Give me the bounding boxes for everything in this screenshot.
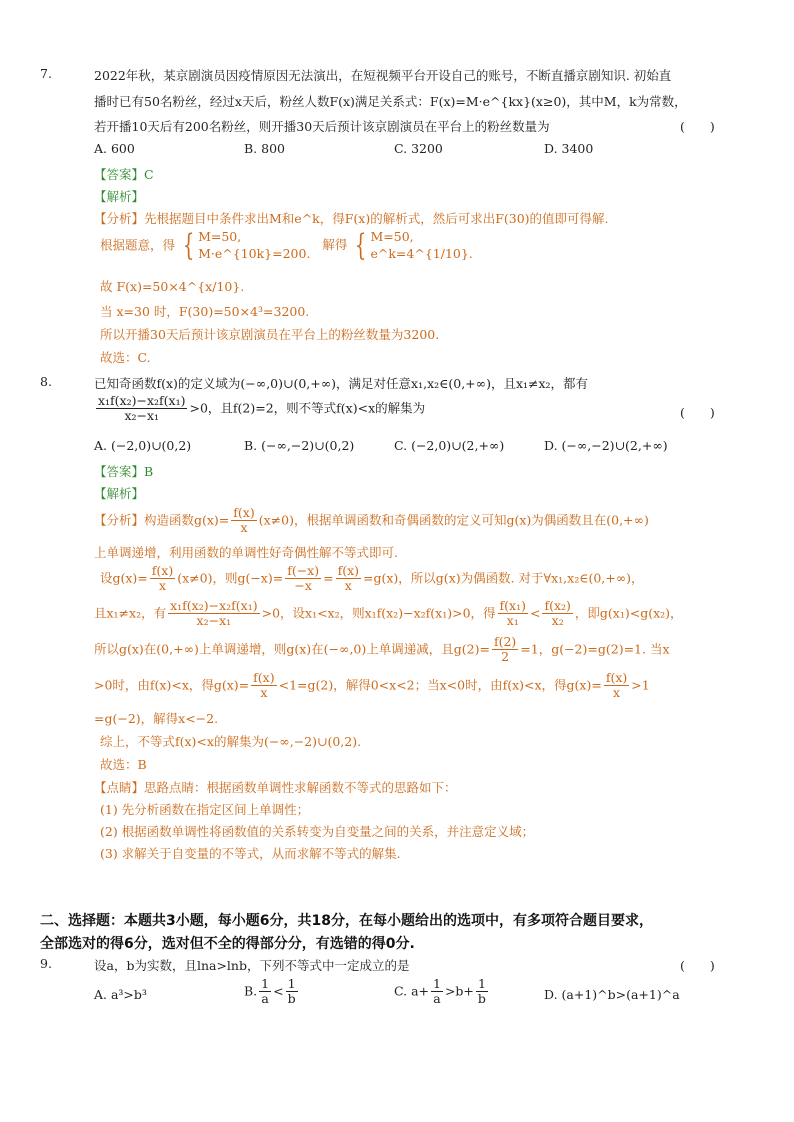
q8-proof-line2: 且x₁≠x₂，有 $\frac{\text{x₁f(x₂)−x₂f(x₁)}}{\text{x₂−x₁}}$ >0，设x₁<x₂，则x₁f(x₂)−x₂f(x₁)>0，得 $\frac{\text{f(x₁)}}{\text{x₁}}$ < $\frac{\text{f(x₂)}}{\text{x₂}}$ ，即g(x₁)<g(x₂)，	[94, 598, 683, 629]
q8-tip-3: (3) 求解关于自变量的不等式，从而求解不等式的解集.	[100, 846, 401, 861]
q7-step-formula: 故 F(x)=50×4^{x/10}.	[100, 279, 245, 294]
q7-system-eq4: e^k=4^{1/10}.	[370, 245, 473, 261]
section-heading-line1: 二、选择题：本题共3小题，每小题6分，共18分，在每小题给出的选项中，有多项符合题目要求，	[40, 913, 653, 929]
q8-tip-2: (2) 根据函数单调性将函数值的关系转变为自变量之间的关系，并注意定义域；	[100, 824, 535, 839]
q9-option-b: B. $\frac{1}{a}$ < $\frac{1}{b}$	[244, 976, 296, 1007]
q8-text-line2	[94, 394, 425, 424]
q9-number: 9.	[40, 956, 52, 971]
q7-number: 7.	[40, 66, 52, 81]
q7-solution-system	[100, 229, 473, 263]
q9-option-a: A. a³>b³	[94, 987, 147, 1002]
q7-jiexi-label: 【解析】	[94, 189, 145, 204]
q7-answer: 【答案】C	[94, 167, 154, 182]
q8-jiexi-label: 【解析】	[94, 486, 145, 501]
q8-option-c: C. (−2,0)∪(2,+∞)	[394, 438, 505, 453]
brace-icon: {	[182, 227, 195, 263]
q7-option-b: B. 800	[244, 141, 285, 156]
q8-condition-fraction: $\frac{\text{x₁f(x₂)−x₂f(x₁)}}{\text{x₂−x₁}}$	[98, 393, 186, 424]
q8-answer-paren: ( )	[680, 405, 715, 420]
q8-option-a: A. (−2,0)∪(0,2)	[94, 438, 192, 453]
q7-option-a: A. 600	[94, 141, 135, 156]
q7-text-line1: 2022年秋，某京剧演员因疫情原因无法演出，在短视频平台开设自己的账号，不断直播京剧知识. 初始直	[94, 68, 672, 83]
q7-text-line3: 若开播10天后有200名粉丝，则开播30天后预计该京剧演员在平台上的粉丝数量为	[94, 119, 550, 134]
section-heading-line2: 全部选对的得6分，选对但不全的得部分分，有选错的得0分.	[40, 936, 415, 952]
q9-option-c: C. a+ $\frac{1}{a}$ >b+ $\frac{1}{b}$	[394, 976, 486, 1007]
q7-system-right	[370, 229, 472, 263]
q7-step-choice: 故选：C.	[100, 350, 151, 365]
q8-proof-line4: >0时，由f(x)<x，得g(x)= $\frac{f(x)}{x}$ <1=g(2)，解得0<x<2；当x<0时，由f(x)<x，得g(x)= $\frac{f(x)}{x}$ >1	[94, 670, 650, 701]
q8-analysis-cont: 上单调递增，利用函数的单调性好奇偶性解不等式即可.	[94, 545, 398, 560]
q8-text-line1: 已知奇函数f(x)的定义域为(−∞,0)∪(0,+∞)，满足对任意x₁,x₂∈(0,+∞)，且x₁≠x₂，都有	[94, 376, 589, 391]
q7-option-d: D. 3400	[544, 141, 594, 156]
q8-answer: 【答案】B	[94, 464, 154, 479]
q7-system-solve: 解得	[322, 237, 348, 253]
q8-tip-1: (1) 先分析函数在指定区间上单调性；	[100, 802, 310, 817]
q8-analysis: 【分析】构造函数g(x)= $\frac{f(x)}{x}$ (x≠0)，根据单调函数和奇偶函数的定义可知g(x)为偶函数且在(0,+∞)	[94, 505, 649, 536]
q9-text: 设a，b为实数，且lna>lnb，下列不等式中一定成立的是	[94, 958, 410, 973]
q8-proof-line3: 所以g(x)在(0,+∞)上单调递增，则g(x)在(−∞,0)上单调递减，且g(2)= $\frac{f(2)}{2}$ =1，g(−2)=g(2)=1. 当x	[94, 634, 670, 665]
q8-option-b: B. (−∞,−2)∪(0,2)	[244, 438, 355, 453]
q7-step-conclusion: 所以开播30天后预计该京剧演员在平台上的粉丝数量为3200.	[100, 327, 440, 342]
q8-number: 8.	[40, 374, 52, 389]
q8-proof-line5: =g(−2)，解得x<−2.	[94, 711, 219, 726]
q7-system-eq3: M=50,	[370, 229, 414, 244]
q7-system-eq1: M=50,	[198, 229, 242, 244]
q8-proof-line1: 设g(x)= $\frac{f(x)}{x}$ (x≠0)，则g(−x)= $\frac{f(-x)}{-x}$ = $\frac{f(x)}{x}$ =g(x)，所以g(x)为偶函数. 对于∀x₁,x₂∈(0,+∞)，	[100, 563, 644, 594]
q8-option-d: D. (−∞,−2)∪(2,+∞)	[544, 438, 668, 453]
q7-system-eq2: M·e^{10k}=200.	[198, 245, 311, 261]
q8-gx-fraction: $\frac{f(x)}{x}$	[233, 505, 255, 536]
q8-condition-tail: >0，且f(2)=2，则不等式f(x)<x的解集为	[189, 400, 426, 416]
q8-summary: 综上，不等式f(x)<x的解集为(−∞,−2)∪(0,2).	[100, 734, 362, 749]
q7-answer-paren: ( )	[680, 119, 715, 134]
q9-answer-paren: ( )	[680, 958, 715, 973]
q7-option-c: C. 3200	[394, 141, 443, 156]
q7-system-left	[198, 229, 310, 263]
q7-system-prefix: 根据题意，得	[100, 237, 176, 253]
q8-choice: 故选：B	[100, 757, 147, 772]
q9-option-d: D. (a+1)^b>(a+1)^a	[544, 987, 680, 1002]
brace-icon: {	[355, 227, 367, 263]
q7-step-value: 当 x=30 时，F(30)=50×4³=3200.	[100, 304, 310, 319]
q8-tip-title: 【点睛】思路点睛：根据函数单调性求解函数不等式的思路如下：	[94, 780, 457, 795]
q7-analysis: 【分析】先根据题目中条件求出M和e^k，得F(x)的解析式，然后可求出F(30)的值即可得解.	[94, 211, 609, 226]
q7-text-line2: 播时已有50名粉丝，经过x天后，粉丝人数F(x)满足关系式：F(x)=M·e^{kx}(x≥0)，其中M，k为常数，	[94, 94, 687, 109]
